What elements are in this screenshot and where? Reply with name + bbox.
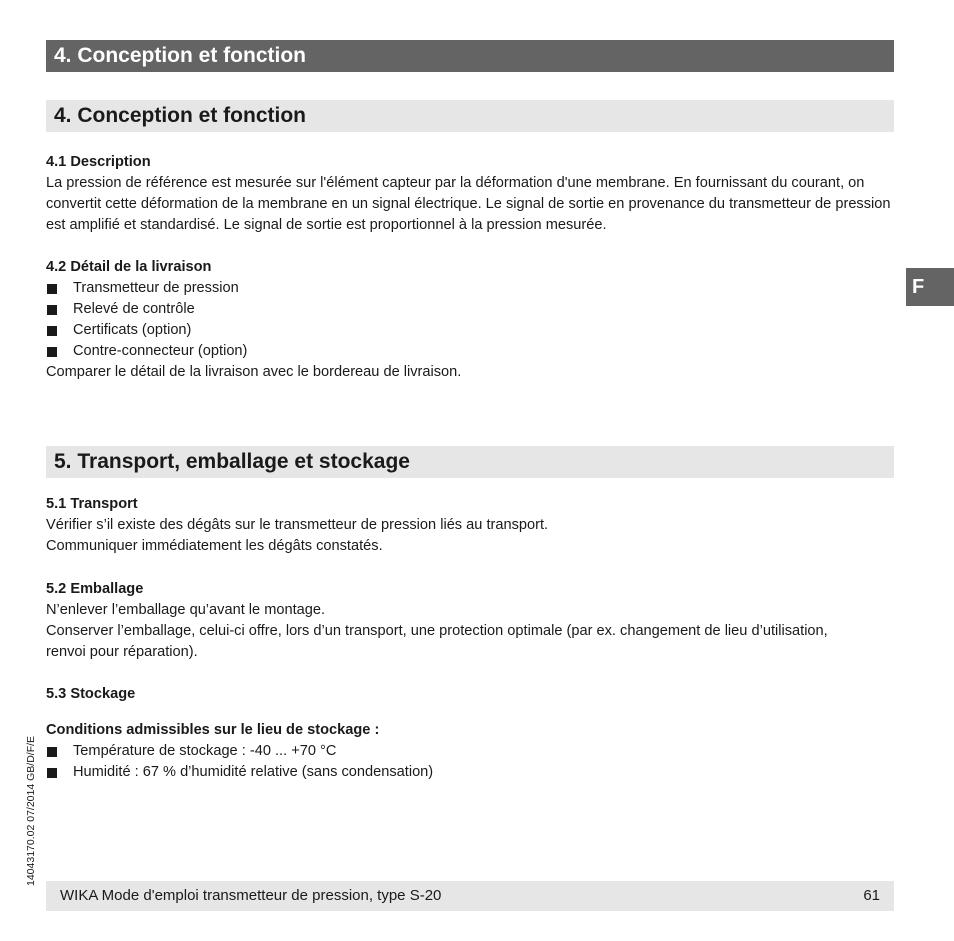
square-bullet-icon xyxy=(47,747,57,757)
section-4-2-heading: 4.2 Détail de la livraison xyxy=(46,259,212,275)
section-4-2-note: Comparer le détail de la livraison avec le bordereau de livraison. xyxy=(46,364,462,380)
section-5-1 xyxy=(46,494,896,557)
storage-conditions-heading: Conditions admissibles sur le lieu de stockage : xyxy=(46,722,380,738)
page-footer xyxy=(46,881,894,911)
section-5-1-line: Vérifier s’il existe des dégâts sur le transmetteur de pression liés au transport. xyxy=(46,517,549,533)
list-item: Contre-connecteur (option) xyxy=(46,341,896,362)
list-item: Température de stockage : -40 ... +70 °C xyxy=(46,741,896,762)
square-bullet-icon xyxy=(47,347,57,357)
section-4-1 xyxy=(46,152,896,236)
list-item: Certificats (option) xyxy=(46,320,896,341)
section-5-1-line: Communiquer immédiatement les dégâts constatés. xyxy=(46,538,383,554)
section-5-2-line: N’enlever l’emballage qu’avant le montage. xyxy=(46,602,326,618)
page-number: 61 xyxy=(863,887,880,904)
document-code: 14043170.02 07/2014 GB/D/F/E xyxy=(25,735,37,886)
square-bullet-icon xyxy=(47,768,57,778)
section-4-title: 4. Conception et fonction xyxy=(46,100,894,132)
square-bullet-icon xyxy=(47,326,57,336)
header-banner: 4. Conception et fonction xyxy=(46,40,894,72)
list-item: Relevé de contrôle xyxy=(46,299,896,320)
section-5-title: 5. Transport, emballage et stockage xyxy=(46,446,894,478)
section-4-1-heading: 4.1 Description xyxy=(46,154,151,170)
section-4-2 xyxy=(46,257,896,383)
section-4-1-text: La pression de référence est mesurée sur l'élément capteur par la déformation d'une membrane. En fournissant du courant, on convertit cette déformation de la membrane en un signal électrique. Le signal de sortie en provenance du transmetteur de pression est amplifié et standardisé. Le signal de sortie est proportionnel à la pression mesurée. xyxy=(46,175,891,233)
section-5-2 xyxy=(46,579,896,663)
footer-text: WIKA Mode d'emploi transmetteur de pression, type S-20 xyxy=(60,887,442,904)
section-5-1-heading: 5.1 Transport xyxy=(46,496,138,512)
language-tab: F xyxy=(906,268,954,306)
list-item: Humidité : 67 % d’humidité relative (sans condensation) xyxy=(46,762,896,783)
square-bullet-icon xyxy=(47,305,57,315)
section-5-3-heading: 5.3 Stockage xyxy=(46,686,136,702)
section-5-3 xyxy=(46,684,896,705)
list-item: Transmetteur de pression xyxy=(46,278,896,299)
section-5-2-line: Conserver l’emballage, celui-ci offre, lors d’un transport, une protection optimale (par ex. changement de lieu d’utilisation, renvoi pour réparation). xyxy=(46,623,828,660)
square-bullet-icon xyxy=(47,284,57,294)
storage-conditions xyxy=(46,720,896,783)
section-5-2-heading: 5.2 Emballage xyxy=(46,581,144,597)
